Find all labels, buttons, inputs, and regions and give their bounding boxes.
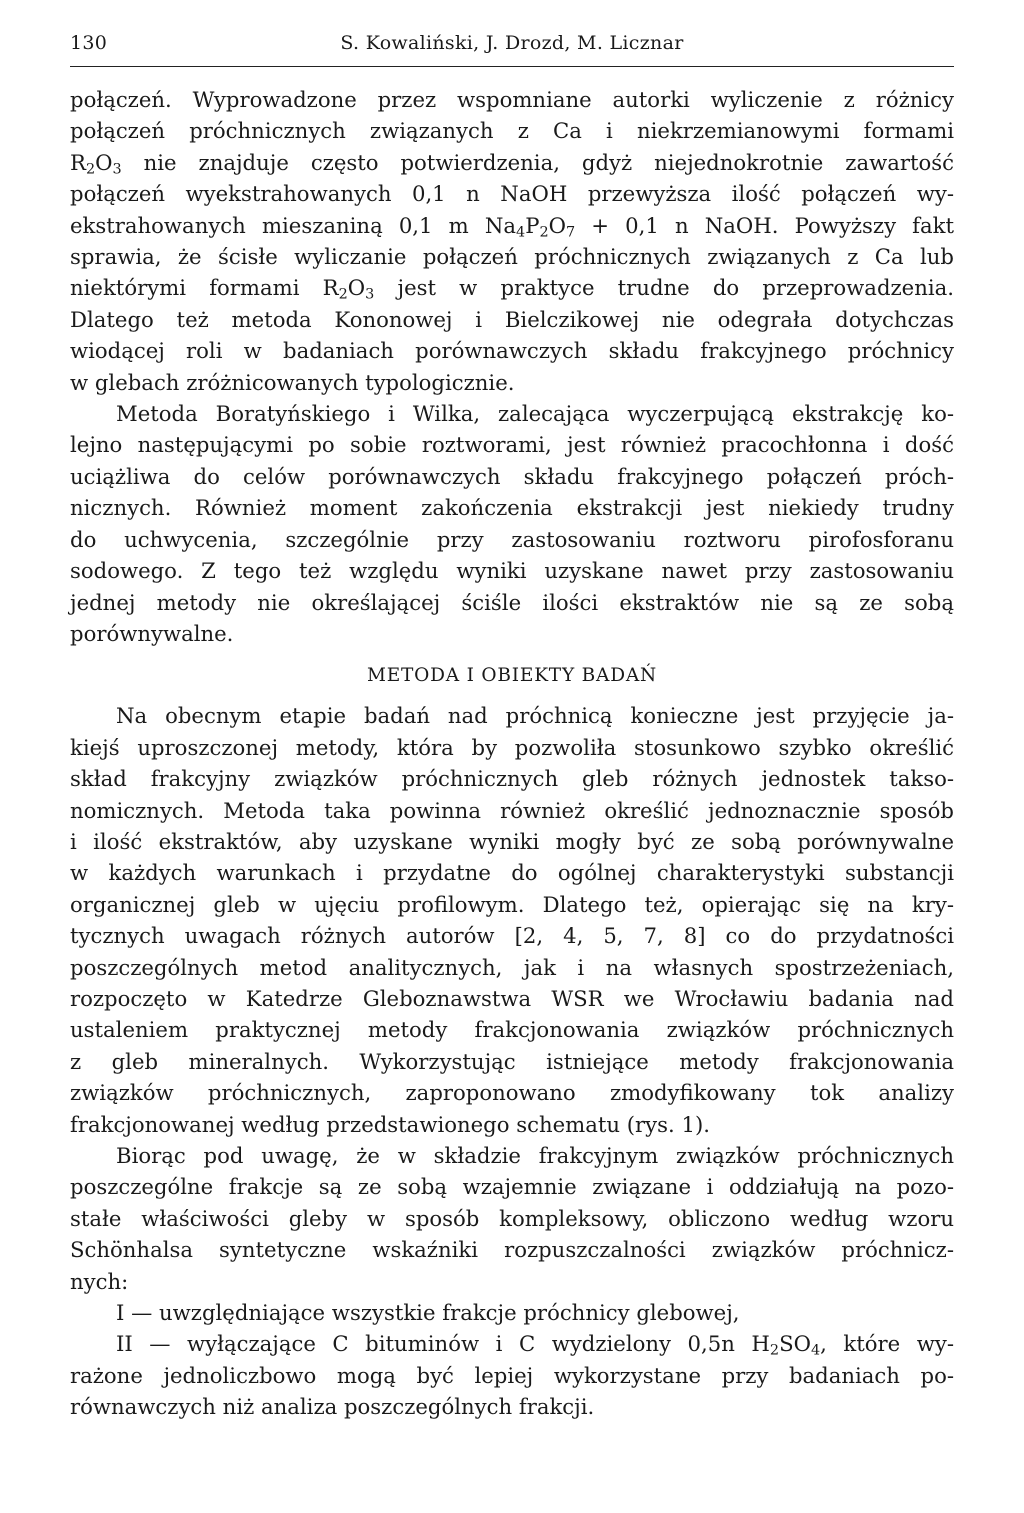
- text-line: sprawia, że ścisłe wyliczanie połączeń próchnicznych związanych z Ca lub: [70, 244, 954, 270]
- text-line: do uchwycenia, szczególnie przy zastosowaniu roztworu pirofosforanu: [70, 526, 954, 552]
- text-line: i ilość ekstraktów, aby uzyskane wyniki mogły być ze sobą porównywalne: [70, 828, 954, 854]
- text-line: niektórymi formami $R_2O_3$ jest w praktyce trudne do przeprowadzenia.: [70, 275, 954, 304]
- section-heading: METODA I OBIEKTY BADAŃ: [367, 665, 657, 687]
- text-line: stałe właściwości gleby w sposób kompleksowy, obliczono według wzoru: [70, 1205, 954, 1231]
- text-line: frakcjonowanej według przedstawionego schematu (rys. 1).: [70, 1111, 710, 1137]
- text-line: rozpoczęto w Katedrze Gleboznawstwa WSR we Wrocławiu badania nad: [70, 985, 954, 1011]
- paragraph-2: [70, 398, 954, 649]
- text-line: związków próchnicznych, zaproponowano zmodyfikowany tok analizy: [70, 1080, 954, 1106]
- text-line: wiodącej roli w badaniach porównawczych składu frakcyjnego próchnicy: [70, 338, 954, 364]
- text-line: ekstrahowanych mieszaniną 0,1 m $Na_4P_2O_7 + 0,1$ n NaOH. Powyższy fakt: [70, 212, 954, 241]
- text-line: sodowego. Z tego też względu wyniki uzyskane nawet przy zastosowaniu: [70, 558, 954, 584]
- text-line: skład frakcyjny związków próchnicznych gleb różnych jednostek takso-: [70, 766, 954, 792]
- text-line: połączeń. Wyprowadzone przez wspomniane autorki wyliczenie z różnicy: [70, 87, 954, 112]
- text-line: lejno następującymi po sobie roztworami, jest również pracochłonna i dość: [70, 432, 954, 458]
- text-line: Biorąc pod uwagę, że w składzie frakcyjnym związków próchnicznych: [116, 1143, 954, 1168]
- list-item-1: [70, 1297, 954, 1328]
- text-line: z gleb mineralnych. Wykorzystując istniejące metody frakcjonowania: [70, 1048, 954, 1074]
- text-line: połączeń wyekstrahowanych 0,1 n NaOH przewyższa ilość połączeń wy-: [70, 181, 954, 207]
- paragraph-3: [70, 700, 954, 1140]
- text-line: Schönhalsa syntetyczne wskaźniki rozpuszczalności związków próchnicz-: [70, 1237, 954, 1263]
- text-line: poszczególnych metod analitycznych, jak i na własnych spostrzeżeniach,: [70, 954, 954, 980]
- text-line: I — uwzględniające wszystkie frakcje próchnicy glebowej,: [116, 1300, 740, 1326]
- text-line: porównywalne.: [70, 620, 234, 646]
- text-line: równawczych niż analiza poszczególnych frakcji.: [70, 1394, 595, 1420]
- text-line: II — wyłączające C bituminów i C wydzielony 0,5n $H_2SO_4$, które wy-: [116, 1331, 954, 1360]
- text-line: rażone jednoliczbowo mogą być lepiej wykorzystane przy badaniach po-: [70, 1362, 954, 1388]
- running-head-authors: S. Kowaliński, J. Drozd, M. Licznar: [340, 32, 684, 54]
- text-line: w glebach zróżnicowanych typologicznie.: [70, 369, 515, 395]
- text-line: kiejś uproszczonej metody, która by pozwoliła stosunkowo szybko określić: [70, 734, 954, 760]
- text-line: nych:: [70, 1268, 129, 1294]
- document-page: [70, 0, 954, 1420]
- body-text: [70, 84, 954, 1423]
- text-line: uciążliwa do celów porównawczych składu frakcyjnego połączeń próch-: [70, 463, 954, 489]
- text-line: nomicznych. Metoda taka powinna również określić jednoznacznie sposób: [70, 797, 954, 823]
- text-line: $R_2O_3$ nie znajduje często potwierdzenia, gdyż niejednokrotnie zawartość: [70, 149, 954, 178]
- text-line: organicznej gleb w ujęciu profilowym. Dlatego też, opierając się na kry-: [70, 891, 954, 917]
- text-line: tycznych uwagach różnych autorów [2, 4, 5, 7, 8] co do przydatności: [70, 923, 954, 949]
- header-rule: [70, 66, 954, 67]
- text-line: poszczególne frakcje są ze sobą wzajemnie związane i oddziałują na pozo-: [70, 1174, 954, 1200]
- text-line: Metoda Boratyńskiego i Wilka, zalecająca wyczerpującą ekstrakcję ko-: [116, 401, 954, 427]
- text-line: Na obecnym etapie badań nad próchnicą konieczne jest przyjęcie ja-: [116, 703, 954, 729]
- text-line: Dlatego też metoda Kononowej i Bielczikowej nie odegrała dotychczas: [70, 306, 954, 332]
- paragraph-1: [70, 84, 954, 398]
- running-head: [70, 0, 954, 62]
- page-number: 130: [70, 32, 108, 54]
- text-line: nicznych. Również moment zakończenia ekstrakcji jest niekiedy trudny: [70, 495, 954, 521]
- text-line: połączeń próchnicznych związanych z Ca i niekrzemianowymi formami: [70, 118, 954, 144]
- text-line: jednej metody nie określającej ściśle ilości ekstraktów nie są ze sobą: [70, 589, 954, 615]
- text-line: w każdych warunkach i przydatne do ogólnej charakterystyki substancji: [70, 860, 954, 886]
- list-item-2: [70, 1328, 954, 1422]
- paragraph-4: [70, 1140, 954, 1297]
- text-line: ustaleniem praktycznej metody frakcjonowania związków próchnicznych: [70, 1017, 954, 1043]
